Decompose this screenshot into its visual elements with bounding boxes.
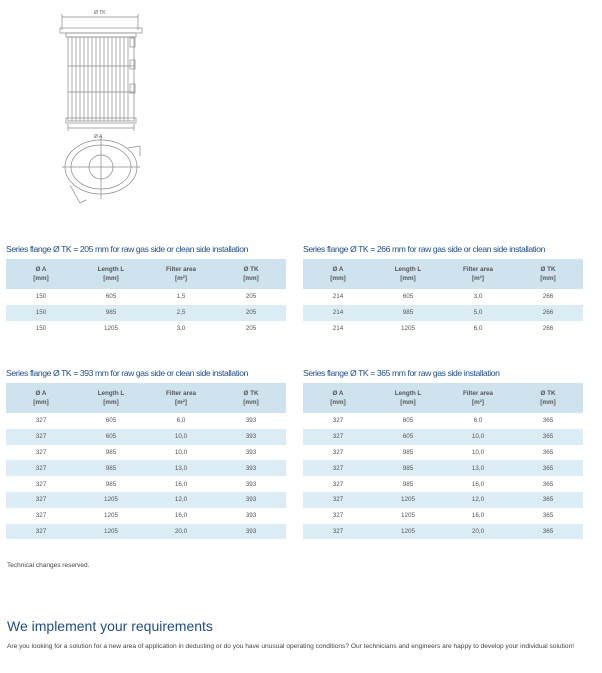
table-row: 327 1205 20,0 393	[6, 524, 286, 540]
table-row: 327 1205 20,0 365	[303, 524, 583, 540]
table-title: Series flange Ø TK = 266 mm for raw gas side or clean side installation	[303, 244, 546, 254]
table-row: 327 985 16,0 393	[6, 476, 286, 492]
col-header: Length L [mm]	[394, 266, 422, 282]
table-block-393	[6, 368, 286, 539]
col-header: Ø A [mm]	[33, 266, 49, 282]
table-row: 327 605 10,0 393	[6, 429, 286, 445]
table-title: Series flange Ø TK = 365 mm for raw gas side installation	[303, 368, 500, 378]
table-row: 150 605 1,5 205	[6, 289, 286, 305]
table-row: 150 1205 3,0 205	[6, 321, 286, 337]
spec-table	[6, 383, 286, 539]
spec-table	[6, 259, 286, 336]
table-title: Series flange Ø TK = 393 mm for raw gas side or clean side installation	[6, 368, 249, 378]
col-header: Ø A [mm]	[330, 390, 346, 406]
table-row: 327 985 10,0 393	[6, 445, 286, 461]
col-header: Ø TK [mm]	[540, 266, 556, 282]
table-row: 327 985 16,0 365	[303, 476, 583, 492]
table-row: 327 605 6,0 365	[303, 413, 583, 429]
col-header: Ø TK [mm]	[243, 266, 259, 282]
table-row: 214 985 5,0 266	[303, 305, 583, 321]
spec-table	[303, 383, 583, 539]
table-row: 214 605 3,0 266	[303, 289, 583, 305]
table-row: 214 1205 6,0 266	[303, 321, 583, 337]
table-header-row	[6, 383, 286, 413]
col-header: Filter area [m²]	[462, 266, 494, 282]
section-title: We implement your requirements	[7, 618, 213, 634]
table-row: 327 1205 16,0 393	[6, 508, 286, 524]
col-header: Filter area [m²]	[462, 390, 494, 406]
table-row: 327 605 6,0 393	[6, 413, 286, 429]
table-block-205	[6, 244, 286, 336]
col-header: Ø TK [mm]	[540, 390, 556, 406]
table-row: 327 985 13,0 393	[6, 460, 286, 476]
intro-text: Are you looking for a solution for a new area of application in dedusting or do you have unusual operating conditions? Our technicians and engineers are happy to develop your individual solution!	[7, 643, 575, 650]
technical-note: Technical changes reserved.	[7, 562, 90, 569]
table-row: 327 985 10,0 365	[303, 445, 583, 461]
dim-label-tk: Ø TK	[94, 10, 106, 16]
col-header: Ø A [mm]	[33, 390, 49, 406]
col-header: Filter area [m²]	[165, 390, 197, 406]
table-row: 327 605 10,0 365	[303, 429, 583, 445]
table-row: 327 1205 12,0 365	[303, 492, 583, 508]
table-row: 327 1205 16,0 365	[303, 508, 583, 524]
table-header-row	[303, 259, 583, 289]
col-header: Filter area [m²]	[165, 266, 197, 282]
table-header-row	[6, 259, 286, 289]
dim-label-a: Ø A	[94, 134, 103, 140]
table-block-365	[303, 368, 583, 539]
col-header: Length L [mm]	[394, 390, 422, 406]
table-row: 327 1205 12,0 393	[6, 492, 286, 508]
col-header: Ø TK [mm]	[243, 390, 259, 406]
table-block-266	[303, 244, 583, 336]
table-header-row	[303, 383, 583, 413]
filter-cartridge-drawing	[0, 0, 602, 215]
table-row: 327 985 13,0 365	[303, 460, 583, 476]
col-header: Length L [mm]	[97, 390, 125, 406]
table-row: 150 985 2,5 205	[6, 305, 286, 321]
col-header: Ø A [mm]	[330, 266, 346, 282]
col-header: Length L [mm]	[97, 266, 125, 282]
table-title: Series flange Ø TK = 205 mm for raw gas side or clean side installation	[6, 244, 249, 254]
spec-table	[303, 259, 583, 336]
